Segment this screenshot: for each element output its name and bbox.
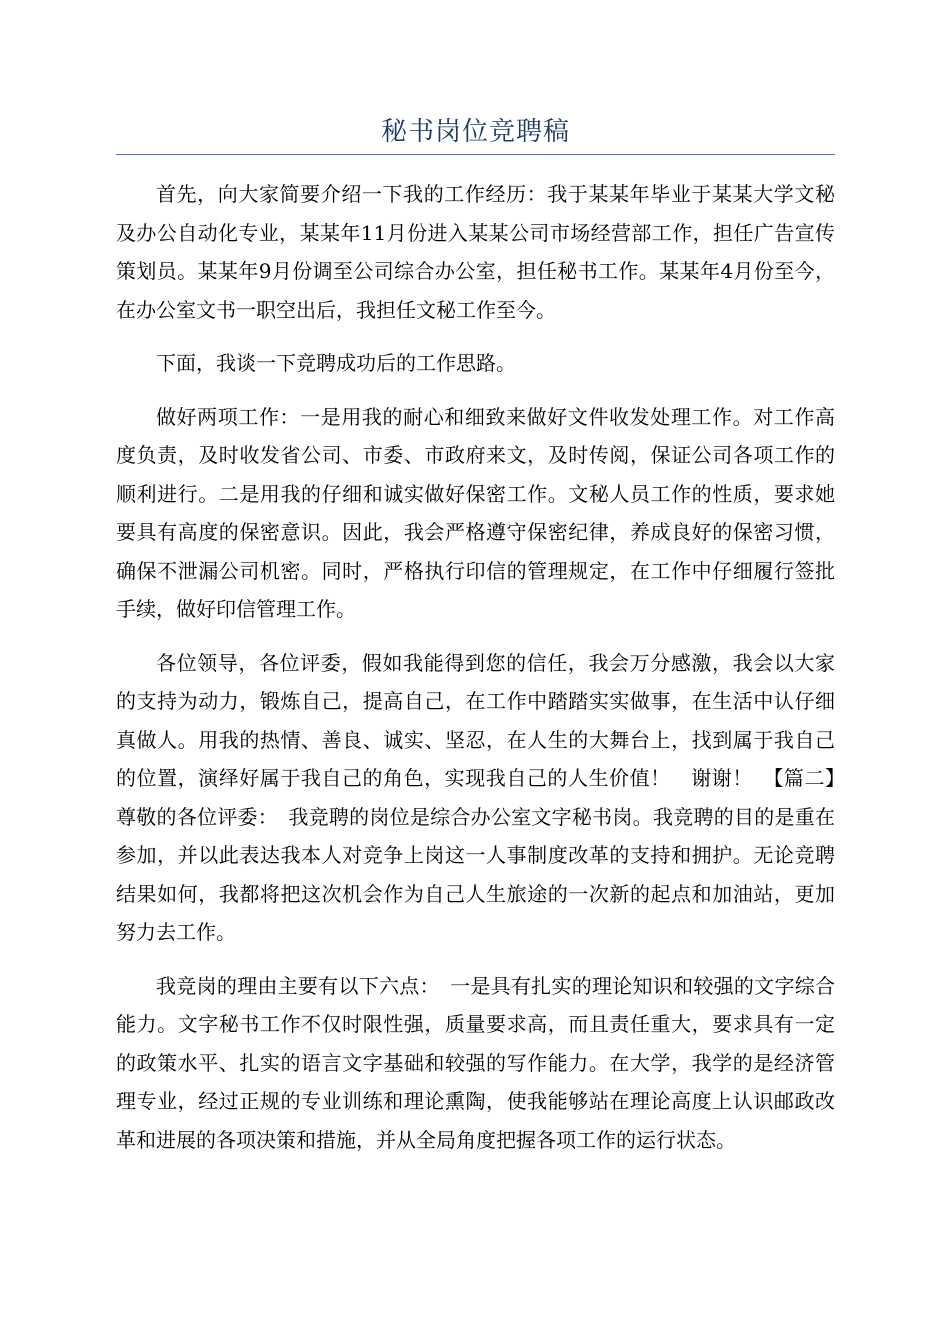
document-body [116, 175, 855, 1174]
paragraph-work-history: 首先，向大家简要介绍一下我的工作经历：我于某某年毕业于某某大学文秘及办公自动化专业，某某年11月份进入某某公司市场经营部工作，担任广告宣传策划员。某某年9月份调至公司综合办公室，担任秘书工作。某某年4月份至今，在办公室文书一职空出后，我担任文秘工作至今。 [116, 182, 835, 322]
paragraph-reasons: 我竞岗的理由主要有以下六点： 一是具有扎实的理论知识和较强的文字综合能力。文字秘书工作不仅时限性强，质量要求高，而且责任重大，要求具有一定的政策水平、扎实的语言文字基础和较强的写作能力。在大学，我学的是经济管理专业，经过正规的专业训练和理论熏陶，使我能够站在理论高度上认识邮政改革和进展的各项决策和措施，并从全局角度把握各项工作的运行状态。 [116, 973, 835, 1152]
page-title: 秘书岗位竞聘稿 [380, 117, 570, 147]
paragraph-work-plan-intro: 下面，我谈一下竞聘成功后的工作思路。 [156, 351, 516, 375]
paragraph-two-tasks: 做好两项工作：一是用我的耐心和细致来做好文件收发处理工作。对工作高度负责，及时收发省公司、市委、市政府来文，及时传阅，保证公司各项工作的顺利进行。二是用我的仔细和诚实做好保密工作。文秘人员工作的性质，要求她要具有高度的保密意识。因此，我会严格遵守保密纪律，养成良好的保密习惯，确保不泄漏公司机密。同时，严格执行印信的管理规定，在工作中仔细履行签批手续，做好印信管理工作。 [116, 404, 835, 621]
title-underline [116, 154, 835, 155]
paragraph-closing-and-part-two: 各位领导，各位评委，假如我能得到您的信任，我会万分感激，我会以大家的支持为动力，锻炼自己，提高自己，在工作中踏踏实实做事，在生活中认仔细真做人。用我的热情、善良、诚实、坚忍，在人生的大舞台上，找到属于我自己的位置，演绎好属于我自己的角色，实现我自己的人生价值！ 谢谢！ 【篇二】 尊敬的各位评委： 我竞聘的岗位是综合办公室文字秘书岗。我竞聘的目的是重在参加，并以此表达我本人对竞争上岗这一人事制度改革的支持和拥护。无论竞聘结果如何，我都将把这次机会作为自己人生旅途的一次新的起点和加油站，更加努力去工作。 [116, 650, 855, 944]
